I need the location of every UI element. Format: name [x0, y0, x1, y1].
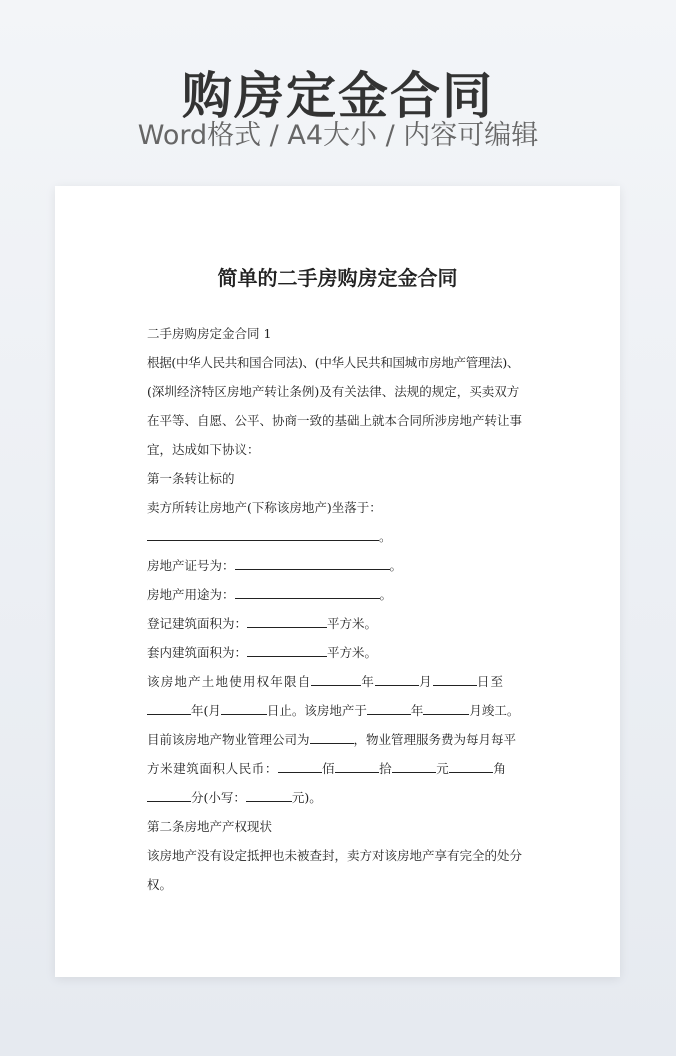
- fill-blank[interactable]: [246, 787, 292, 802]
- text-fragment: 年: [361, 674, 376, 689]
- text-fragment: 。: [379, 529, 392, 544]
- document-page: [55, 186, 620, 977]
- paragraph-line: 根据(中华人民共和国合同法)、(中华人民共和国城市房地产管理法)、: [147, 355, 520, 370]
- page-subtitle: Word格式 / A4大小 / 内容可编辑: [137, 120, 539, 151]
- text-fragment: 元)。: [291, 790, 322, 805]
- field-line: [147, 551, 531, 580]
- text-fragment: 日至: [476, 674, 505, 689]
- text-fragment: 分(小写：: [191, 790, 246, 805]
- text-fragment: 元: [436, 761, 450, 776]
- fill-blank[interactable]: [367, 700, 411, 715]
- text-fragment: 年(月: [191, 703, 221, 718]
- text-fragment: 月: [419, 674, 433, 689]
- text-fragment: 月竣工。: [469, 703, 520, 718]
- text-fragment: 拾: [379, 761, 393, 776]
- field-line: [147, 725, 531, 754]
- text-fragment: 该房地产土地使用权年限自: [147, 674, 312, 689]
- fill-blank[interactable]: [235, 584, 380, 599]
- fill-blank[interactable]: [147, 700, 191, 715]
- paragraph-line: 二手房购房定金合同 1: [147, 326, 272, 341]
- field-label: 房地产用途为：: [147, 587, 235, 602]
- paragraph-line: 权。: [147, 877, 173, 892]
- fill-blank[interactable]: [221, 700, 267, 715]
- section-heading: 第一条转让标的: [147, 471, 235, 486]
- field-label: 房地产证号为：: [147, 558, 235, 573]
- fill-blank[interactable]: [310, 729, 354, 744]
- text-fragment: 角: [493, 761, 507, 776]
- field-line: [147, 783, 531, 812]
- text-fragment: 。: [389, 558, 403, 573]
- text-fragment: 目前该房地产物业管理公司为: [147, 732, 310, 747]
- field-line: [147, 754, 531, 783]
- paragraph-line: 卖方所转让房地产(下称该房地产)坐落于：: [147, 500, 382, 515]
- field-line: [147, 638, 531, 667]
- fill-blank[interactable]: [147, 787, 191, 802]
- fill-blank[interactable]: [449, 758, 493, 773]
- fill-blank[interactable]: [423, 700, 469, 715]
- paragraph-line: 该房地产没有设定抵押也未被查封，卖方对该房地产享有完全的处分: [147, 848, 523, 863]
- fill-blank[interactable]: [392, 758, 436, 773]
- text-fragment: 。: [379, 587, 393, 602]
- fill-blank[interactable]: [433, 671, 477, 686]
- paragraph-line: (深圳经济特区房地产转让条例)及有关法律、法规的规定，买卖双方: [147, 384, 520, 399]
- section-heading: 第二条房地产产权现状: [147, 819, 273, 834]
- fill-blank[interactable]: [278, 758, 322, 773]
- fill-blank[interactable]: [247, 613, 327, 628]
- field-line: [147, 580, 531, 609]
- fill-blank[interactable]: [247, 642, 327, 657]
- document-title: 简单的二手房购房定金合同: [217, 266, 458, 290]
- text-fragment: 方米建筑面积人民币：: [147, 761, 279, 776]
- field-line: [147, 696, 531, 725]
- document-body: [147, 319, 531, 899]
- fill-blank[interactable]: [147, 526, 379, 541]
- text-fragment: 佰: [322, 761, 336, 776]
- paragraph-line: 在平等、自愿、公平、协商一致的基础上就本合同所涉房地产转让事: [147, 413, 523, 428]
- text-fragment: 平方米。: [327, 616, 378, 631]
- fill-blank[interactable]: [311, 671, 361, 686]
- blank-line: [147, 522, 531, 551]
- field-line: [147, 609, 531, 638]
- field-label: 登记建筑面积为：: [147, 616, 248, 631]
- fill-blank[interactable]: [235, 555, 390, 570]
- fill-blank[interactable]: [375, 671, 419, 686]
- field-line: [147, 667, 531, 696]
- text-fragment: 日止。该房地产于: [266, 703, 367, 718]
- field-label: 套内建筑面积为：: [147, 645, 248, 660]
- text-fragment: ，物业管理服务费为每月每平: [353, 732, 517, 747]
- text-fragment: 年: [410, 703, 424, 718]
- paragraph-line: 宜，达成如下协议：: [147, 442, 260, 457]
- text-fragment: 平方米。: [327, 645, 378, 660]
- fill-blank[interactable]: [335, 758, 379, 773]
- page-title: 购房定金合同: [182, 67, 494, 125]
